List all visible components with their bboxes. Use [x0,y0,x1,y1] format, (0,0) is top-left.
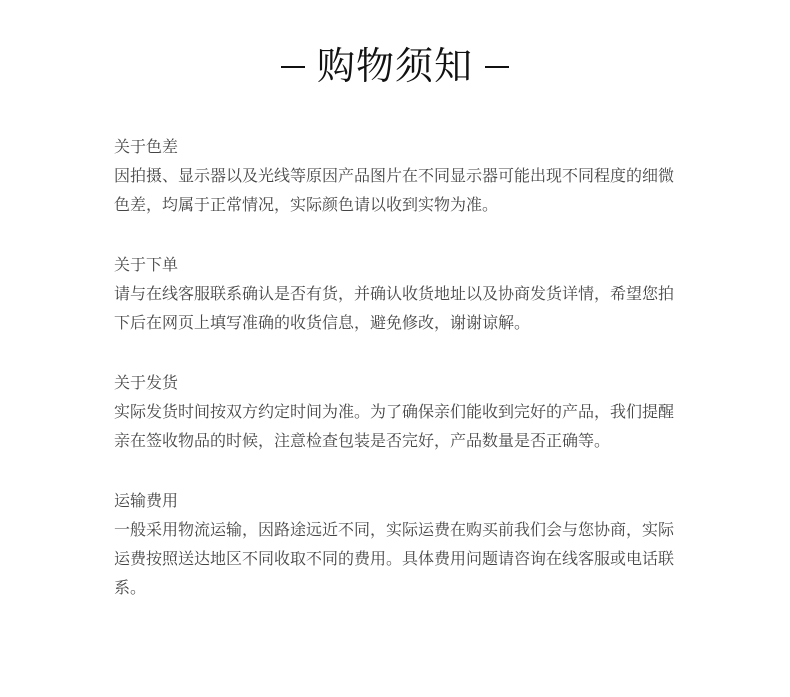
section-body: 实际发货时间按双方约定时间为准。为了确保亲们能收到完好的产品，我们提醒亲在签收物品的时候，注意检查包装是否完好，产品数量是否正确等。 [114,402,675,450]
section-body: 请与在线客服联系确认是否有货，并确认收货地址以及协商发货详情，希望您拍下后在网页上填写准确的收货信息，避免修改，谢谢谅解。 [114,284,675,332]
title-right-dash [485,66,509,68]
page-title [0,36,790,96]
section-heading: 关于发货 [114,373,179,392]
section-shipping [114,368,680,455]
section-color-difference [114,132,680,219]
notice-content [114,132,680,633]
section-heading: 关于下单 [114,255,179,274]
section-body: 因拍摄、显示器以及光线等原因产品图片在不同显示器可能出现不同程度的细微色差，均属于正常情况，实际颜色请以收到实物为准。 [114,166,675,214]
section-heading: 运输费用 [114,491,179,510]
title-left-dash [281,66,305,68]
title-text: 购物须知 [316,44,473,88]
section-body: 一般采用物流运输，因路途远近不同，实际运费在购买前我们会与您协商，实际运费按照送达地区不同收取不同的费用。具体费用问题请咨询在线客服或电话联系。 [114,520,675,597]
section-ordering [114,250,680,337]
section-heading: 关于色差 [114,137,179,156]
section-freight-cost [114,486,680,602]
